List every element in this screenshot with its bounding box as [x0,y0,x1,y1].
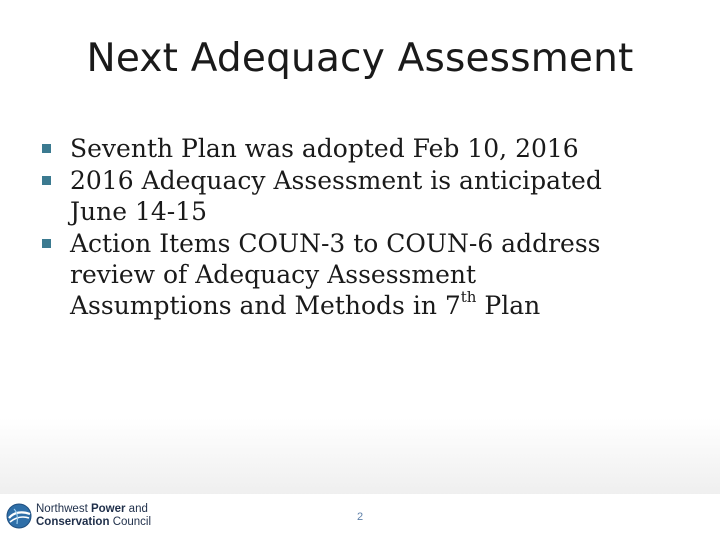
bullet-line: Action Items COUN-3 to COUN-6 address [70,229,601,258]
bullet-text [70,134,579,163]
bullet-item [40,133,700,164]
bullet-line: 2016 Adequacy Assessment is anticipated [70,166,602,195]
bullet-line: Seventh Plan was adopted Feb 10, 2016 [70,134,579,163]
council-logo [6,503,151,529]
ordinal-superscript: th [460,287,477,306]
logo-wordmark [36,503,151,529]
bullet-text [70,229,601,320]
logo-text-end: Council [109,516,152,528]
square-bullet-icon [42,239,51,248]
globe-swoosh-icon [6,503,32,529]
bullet-text [70,166,602,226]
square-bullet-icon [42,176,51,185]
slide-title: Next Adequacy Assessment [86,36,634,81]
bullet-line-suffix: Plan [476,291,541,320]
bullet-line: review of Adequacy Assessment [70,260,477,289]
logo-text-normal: Northwest [36,503,91,515]
logo-line-2 [36,516,151,529]
logo-text-bold: Power [90,503,126,515]
bullet-item [40,165,700,227]
bullet-line: June 14-15 [70,197,208,226]
bullet-item [40,228,700,321]
square-bullet-icon [42,144,51,153]
bullet-list [40,133,700,322]
logo-line-1 [36,503,151,516]
logo-text-end: and [125,503,148,515]
page-number: 2 [356,511,364,523]
bullet-line-prefix: Assumptions and Methods in 7 [70,291,461,320]
logo-text-bold: Conservation [36,516,110,528]
